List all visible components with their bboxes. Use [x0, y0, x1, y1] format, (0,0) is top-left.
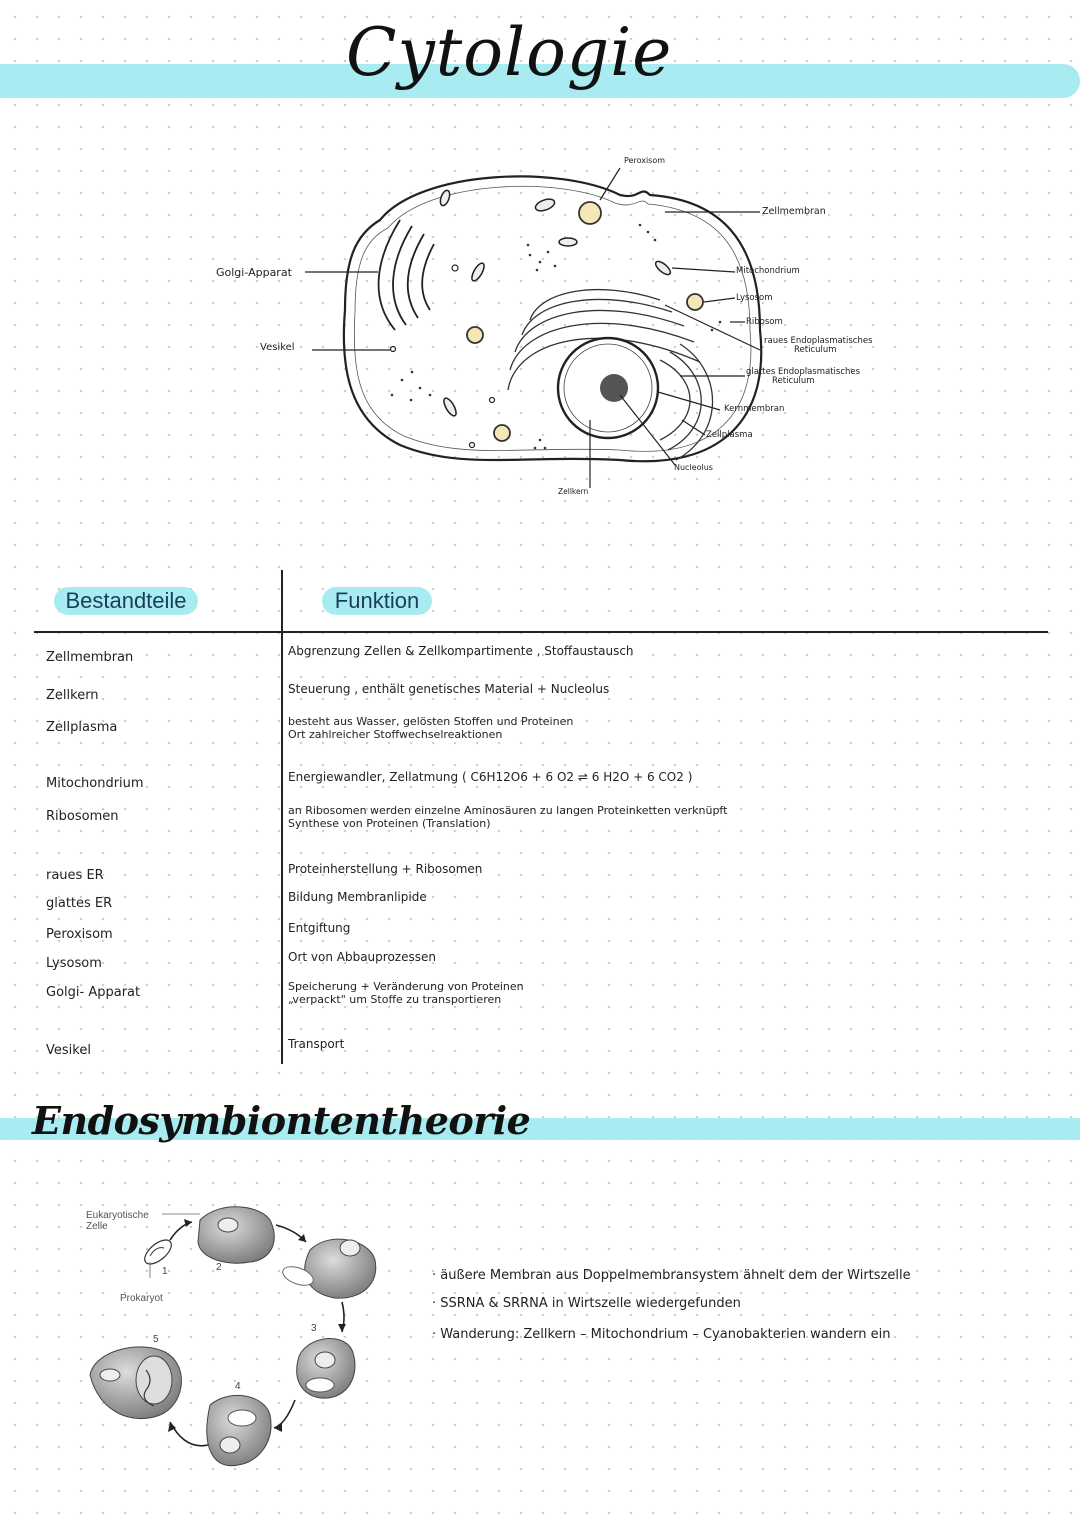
table-cell-function: Ort zahlreicher Stoffwechselreaktionen: [288, 728, 503, 741]
table-cell-part: Zellmembran: [46, 650, 134, 665]
label-peroxisom: Peroxisom: [624, 156, 666, 165]
table-header-right: Funktion: [322, 587, 432, 615]
label-eukaryote: [86, 1210, 149, 1232]
label-nucleolus: Nucleolus: [674, 463, 713, 472]
table-cell-function: Energiewandler, Zellatmung ( C6H12O6 + 6 O2 ⇌ 6 H2O + 6 CO2 ): [288, 770, 693, 784]
label-vesikel: Vesikel: [260, 342, 295, 353]
prokaryote-cell: [141, 1236, 176, 1269]
table-cell-function: Proteinherstellung + Ribosomen: [288, 862, 483, 876]
ribosomes: [391, 224, 722, 450]
table-cell-function: an Ribosomen werden einzelne Aminosäuren zu langen Proteinketten verknüpft: [288, 804, 728, 817]
table-cell-function: Bildung Membranlipide: [288, 890, 427, 904]
label-kernmembran: Kernmembran: [724, 404, 785, 414]
label-eukaryote-line2: Zelle: [86, 1221, 108, 1232]
table-cell-part: Vesikel: [46, 1043, 91, 1058]
table-cell-function: Entgiftung: [288, 921, 351, 935]
label-eukaryote-line1: Eukaryotische: [86, 1210, 149, 1221]
endosymbiosis-diagram: [80, 1200, 380, 1480]
step-number-1: 1: [162, 1266, 168, 1277]
smooth-er: [660, 344, 713, 460]
label-raues-er-line2: Reticulum: [794, 345, 837, 355]
label-prokaryote: Prokaryot: [120, 1293, 163, 1304]
label-zellmembran: Zellmembran: [762, 206, 826, 217]
page-title: Cytologie: [346, 14, 673, 91]
table-cell-part: Ribosomen: [46, 809, 119, 824]
label-glattes-er-line2: Reticulum: [772, 376, 815, 386]
table-cell-part: Peroxisom: [46, 927, 113, 942]
table-horizontal-divider: [34, 631, 1048, 633]
table-cell-part: raues ER: [46, 868, 104, 883]
table-cell-part: Mitochondrium: [46, 776, 144, 791]
table-cell-part: Zellkern: [46, 688, 99, 703]
nucleolus: [600, 374, 628, 402]
step-number-3: 3: [311, 1323, 317, 1334]
cell-diagram: [0, 140, 1080, 510]
table-cell-function: Transport: [288, 1037, 345, 1051]
label-ribosom: Ribosom: [746, 317, 783, 327]
host-cell-step4: [207, 1395, 271, 1465]
label-golgi: Golgi-Apparat: [216, 266, 292, 279]
vesicles: [391, 265, 495, 448]
label-zellplasma: Zellplasma: [706, 430, 753, 440]
label-raues-er: [764, 337, 873, 355]
bullet-1: · äußere Membran aus Doppelmembransystem ähnelt dem der Wirtszelle: [432, 1268, 911, 1283]
golgi-apparatus: [379, 220, 434, 330]
bullet-3: · Wanderung: Zellkern – Mitochondrium – Cyanobakterien wandern ein: [432, 1327, 891, 1342]
table-cell-function: Steuerung , enthält genetisches Material + Nucleolus: [288, 682, 610, 696]
table-header-left: Bestandteile: [54, 587, 198, 615]
table-vertical-divider: [281, 570, 283, 1064]
table-cell-part: Zellplasma: [46, 720, 118, 735]
label-glattes-er-line1: glattes Endoplasmatisches: [746, 367, 861, 377]
table-cell-function: besteht aus Wasser, gelösten Stoffen und Proteinen: [288, 715, 574, 728]
table-cell-function: Abgrenzung Zellen & Zellkompartimente , Stoffaustausch: [288, 644, 634, 658]
table-cell-function: Speicherung + Veränderung von Proteinen: [288, 980, 524, 993]
table-cell-function: Ort von Abbauprozessen: [288, 950, 436, 964]
step-number-5: 5: [153, 1334, 159, 1345]
table-cell-function: Synthese von Proteinen (Translation): [288, 817, 491, 830]
table-cell-part: Lysosom: [46, 956, 102, 971]
label-lysosom: Lysosom: [736, 293, 773, 303]
host-cell-step2: [198, 1207, 274, 1263]
label-zellkern: Zellkern: [558, 487, 589, 496]
step-number-2: 2: [216, 1262, 222, 1273]
step-number-4: 4: [235, 1381, 241, 1392]
table-cell-function: „verpackt" um Stoffe zu transportieren: [288, 993, 502, 1006]
bullet-2: · SSRNA & SRRNA in Wirtszelle wiedergefunden: [432, 1296, 741, 1311]
label-mitochondrium: Mitochondrium: [736, 266, 800, 276]
table-cell-part: glattes ER: [46, 896, 113, 911]
label-raues-er-line1: raues Endoplasmatisches: [764, 336, 873, 346]
section2-title: Endosymbiontentheorie: [32, 1098, 531, 1143]
table-cell-part: Golgi- Apparat: [46, 985, 141, 1000]
label-glattes-er: [746, 368, 860, 386]
